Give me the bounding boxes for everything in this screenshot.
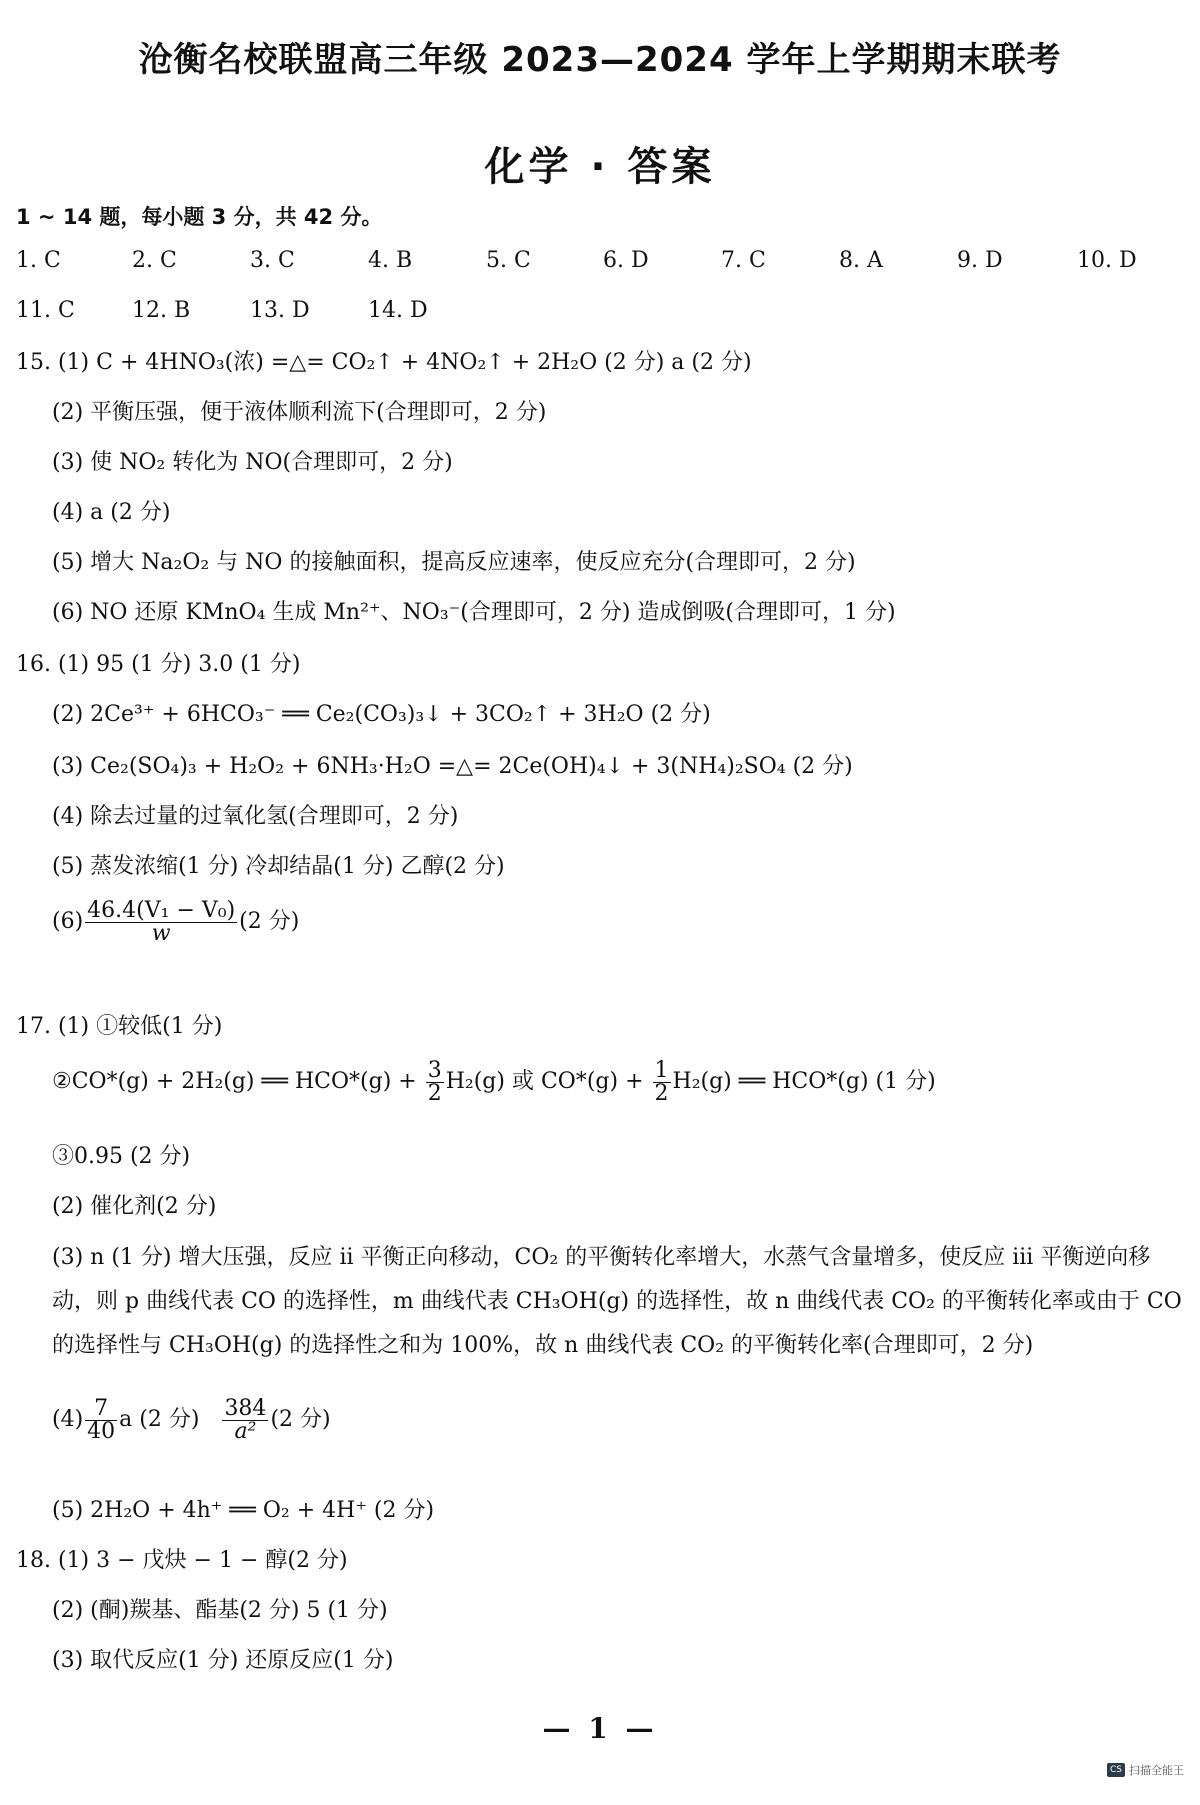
exam-subtitle: 化学 · 答案: [484, 144, 716, 190]
q16-line-3: (3) Ce₂(SO₄)₃ + H₂O₂ + 6NH₃·H₂O =△= 2Ce(OH)₄↓ + 3(NH₄)₂SO₄ (2 分): [52, 754, 853, 779]
q16-line-1: 16. (1) 95 (1 分) 3.0 (1 分): [16, 652, 301, 677]
q18-line-2: (2) (酮)羰基、酯基(2 分) 5 (1 分): [52, 1598, 388, 1623]
q17-fraction-1-2: [653, 1057, 671, 1106]
q17-fraction-7-40: [85, 1395, 117, 1444]
q17-4-mid: a (2 分): [119, 1407, 200, 1432]
q17-4-prefix: (4): [52, 1407, 84, 1432]
q15-line-1: 15. (1) C + 4HNO₃(浓) =△= CO₂↑ + 4NO₂↑ + 2H₂O (2 分) a (2 分): [16, 350, 752, 375]
q17-line-3: ③0.95 (2 分): [52, 1144, 191, 1169]
q16-line-5: (5) 蒸发浓缩(1 分) 冷却结晶(1 分) 乙醇(2 分): [52, 854, 505, 879]
fraction-numerator: 384: [224, 1395, 267, 1421]
q16-line-4: (4) 除去过量的过氧化氢(合理即可，2 分): [52, 804, 459, 829]
fraction-numerator: 3: [427, 1057, 442, 1083]
fraction-denominator: 2: [427, 1080, 442, 1106]
choice-answer: 10. D: [1077, 248, 1137, 273]
fraction-numerator: 7: [85, 1398, 117, 1421]
q16-6-fraction: [85, 897, 237, 946]
q17-eq-part-c: H₂(g) ══ HCO*(g) (1 分): [672, 1069, 936, 1094]
q17-line-2: [52, 1052, 936, 1112]
q17-4-suffix: (2 分): [270, 1407, 331, 1432]
q15-line-2: (2) 平衡压强，便于液体顺利流下(合理即可，2 分): [52, 400, 547, 425]
q15-line-5: (5) 增大 Na₂O₂ 与 NO 的接触面积，提高反应速率，使反应充分(合理即可，2 分): [52, 550, 856, 575]
q16-line-2: (2) 2Ce³⁺ + 6HCO₃⁻ ══ Ce₂(CO₃)₃↓ + 3CO₂↑ + 3H₂O (2 分): [52, 702, 711, 727]
choice-answer: 6. D: [603, 248, 649, 273]
q17-eq-part-b: H₂(g) 或 CO*(g) +: [445, 1069, 644, 1094]
choice-answer: 14. D: [368, 298, 428, 323]
q16-6-suffix: (2 分): [239, 909, 300, 934]
q16-line-6: [52, 892, 299, 952]
q17-line-6: [52, 1390, 331, 1450]
choice-answer: 12. B: [132, 298, 191, 323]
choice-answer: 13. D: [250, 298, 310, 323]
fraction-denominator: a²: [234, 1418, 257, 1444]
page-number: — 1 —: [542, 1712, 658, 1745]
choice-answer: 8. A: [839, 248, 883, 273]
fraction-numerator: 46.4(V₁ − V₀): [87, 897, 236, 923]
choice-answer: 9. D: [957, 248, 1003, 273]
choice-answer: 1. C: [16, 248, 61, 273]
fraction-denominator: 40: [87, 1418, 116, 1444]
choice-answer: 7. C: [721, 248, 766, 273]
q15-line-6: (6) NO 还原 KMnO₄ 生成 Mn²⁺、NO₃⁻(合理即可，2 分) 造成倒吸(合理即可，1 分): [52, 600, 896, 625]
choice-answer: 5. C: [486, 248, 531, 273]
exam-title: 沧衡名校联盟高三年级 2023—2024 学年上学期期末联考: [138, 40, 1062, 80]
q18-line-1: 18. (1) 3 − 戊炔 − 1 − 醇(2 分): [16, 1548, 348, 1573]
scanner-watermark: [1107, 1762, 1184, 1778]
q17-fraction-384: [222, 1395, 268, 1444]
q17-line-7: (5) 2H₂O + 4h⁺ ══ O₂ + 4H⁺ (2 分): [52, 1498, 435, 1523]
q17-line-4: (2) 催化剂(2 分): [52, 1194, 217, 1219]
q18-line-3: (3) 取代反应(1 分) 还原反应(1 分): [52, 1648, 394, 1673]
camscanner-logo-icon: CS: [1107, 1763, 1125, 1777]
q15-line-3: (3) 使 NO₂ 转化为 NO(合理即可，2 分): [52, 450, 453, 475]
q17-eq-part-a: ②CO*(g) + 2H₂(g) ══ HCO*(g) +: [52, 1069, 417, 1094]
choice-answer: 2. C: [132, 248, 177, 273]
q17-line-1: 17. (1) ①较低(1 分): [16, 1014, 223, 1039]
q16-6-prefix: (6): [52, 909, 84, 934]
choice-answer: 3. C: [250, 248, 295, 273]
choice-answer: 4. B: [368, 248, 413, 273]
watermark-text: 扫描全能王: [1129, 1764, 1184, 1777]
q17-fraction-3-2: [426, 1057, 444, 1106]
choice-answer: 11. C: [16, 298, 75, 323]
choice-intro: 1 ~ 14 题，每小题 3 分，共 42 分。: [16, 205, 383, 229]
fraction-denominator: w: [151, 920, 171, 946]
fraction-numerator: 1: [654, 1057, 669, 1083]
q17-line-5: (3) n (1 分) 增大压强，反应 ii 平衡正向移动，CO₂ 的平衡转化率增大，水蒸气含量增多，使反应 iii 平衡逆向移动，则 p 曲线代表 CO 的选择性，m 曲线代表 CH₃OH(g) 的选择性，故 n 曲线代表 CO₂ 的平衡转化率或由于 CO 的选择性与 CH₃OH(g) 的选择性之和为 100%，故 n 曲线代表 CO₂ 的平衡转化率(合理即可，2 分): [52, 1245, 1182, 1358]
q15-line-4: (4) a (2 分): [52, 500, 171, 525]
fraction-denominator: 2: [654, 1080, 669, 1106]
